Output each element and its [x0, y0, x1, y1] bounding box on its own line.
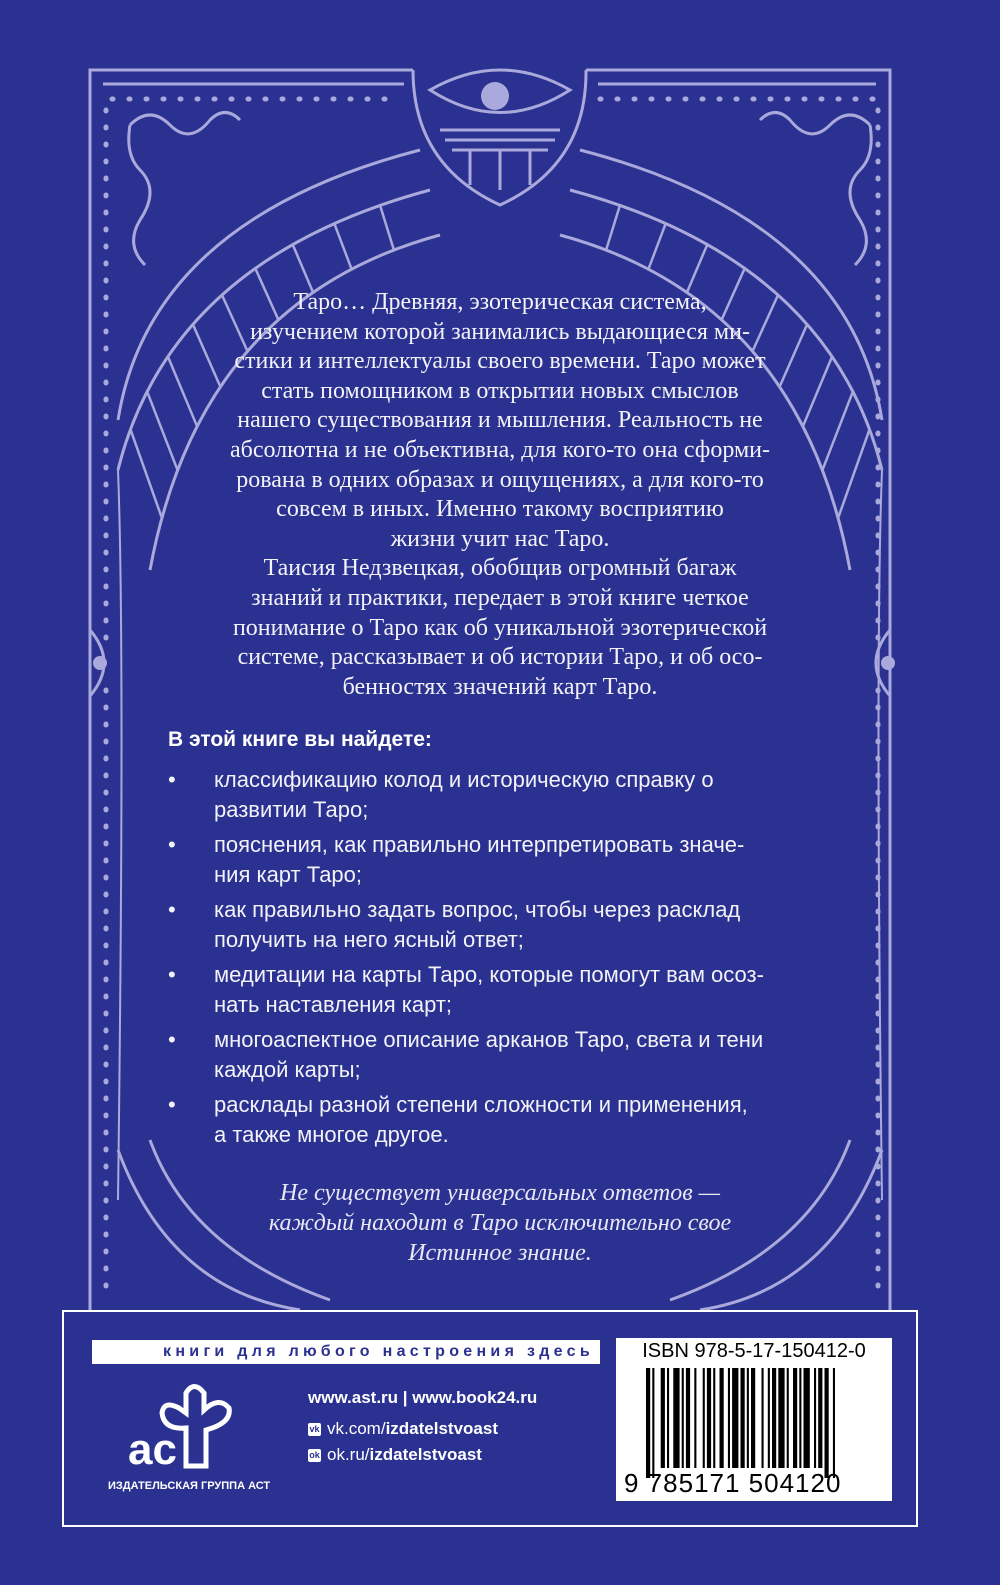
bullet-icon: • — [168, 897, 176, 922]
description-line: знаний и практики, передает в этой книге четкое — [251, 584, 749, 611]
barcode-bar — [728, 1368, 730, 1468]
ast-logo — [124, 1378, 254, 1478]
description-line: совсем в иных. Именно такому восприятию — [276, 496, 724, 523]
publisher-panel — [62, 1310, 918, 1527]
barcode-bar — [825, 1368, 829, 1478]
publisher-name: ИЗДАТЕЛЬСКАЯ ГРУППА АСТ — [108, 1480, 271, 1492]
feature-line: а также многое другое. — [214, 1122, 449, 1147]
barcode-bar — [646, 1368, 650, 1478]
svg-text:ac: ac — [128, 1425, 177, 1474]
feature-line: ния карт Таро; — [214, 862, 363, 887]
description-line: абсолютна и не объективна, для кого-то она сформи- — [229, 436, 771, 463]
barcode-bar — [703, 1368, 705, 1468]
barcode-bar — [768, 1368, 770, 1468]
bullet-icon: • — [168, 1092, 176, 1117]
barcode-bar — [707, 1368, 711, 1468]
tagline: книги для любого настроения здесь — [92, 1340, 600, 1364]
arch-segment — [606, 205, 620, 250]
bullet-icon: • — [168, 832, 176, 857]
barcode-bar — [804, 1368, 810, 1468]
feature-line: развитии Таро; — [214, 797, 369, 822]
bullet-icon: • — [168, 962, 176, 987]
quote-line: Истинное знание. — [408, 1240, 592, 1266]
vk-prefix: vk.com/ — [327, 1419, 386, 1438]
isbn-number: ISBN 978-5-17-150412-0 — [642, 1340, 866, 1362]
features-list — [168, 765, 848, 1155]
ok-link[interactable] — [308, 1445, 537, 1465]
feature-line: каждой карты; — [214, 1057, 361, 1082]
barcode-bar — [667, 1368, 669, 1468]
find-heading: В этой книге вы найдете: — [168, 728, 432, 751]
description-text — [150, 288, 850, 702]
description-line: Таро… Древняя, эзотерическая система, — [293, 289, 707, 315]
vk-link[interactable] — [308, 1419, 537, 1439]
barcode-bar — [720, 1368, 724, 1468]
description-line: системе, рассказывает и об истории Таро, и об осо- — [237, 644, 763, 671]
feature-item — [168, 1025, 848, 1085]
barcode-bar — [686, 1368, 690, 1468]
barcode — [646, 1368, 886, 1478]
feature-item — [168, 1090, 848, 1150]
odnoklassniki-icon: ok — [309, 1449, 320, 1460]
vk-icon: vk — [309, 1423, 320, 1434]
barcode-bar — [778, 1368, 784, 1468]
arch-segment — [687, 245, 707, 293]
barcode-bar — [661, 1368, 665, 1468]
barcode-bar — [732, 1368, 738, 1468]
barcode-bar — [762, 1368, 764, 1468]
barcode-bar — [694, 1368, 696, 1468]
arch-segment — [293, 245, 313, 293]
arch-segment — [648, 224, 665, 270]
description-line: изучением которой занимались выдающиеся ми- — [250, 318, 750, 345]
barcode-bar — [787, 1368, 789, 1468]
bullet-icon: • — [168, 1027, 176, 1052]
description-line: понимание о Таро как об уникальной эзотерической — [232, 614, 768, 641]
feature-line: нать наставления карт; — [214, 992, 453, 1017]
barcode-bar — [673, 1368, 679, 1468]
barcode-bar — [799, 1368, 801, 1468]
barcode-bar — [814, 1368, 816, 1468]
vk-handle: izdatelstvoast — [385, 1419, 498, 1438]
barcode-bar — [793, 1368, 797, 1468]
feature-line: как правильно задать вопрос, чтобы через расклад — [214, 897, 741, 922]
feature-line: медитации на карты Таро, которые помогут вам осоз- — [214, 962, 764, 987]
isbn-barcode-box — [616, 1338, 892, 1501]
description-line: жизни учит нас Таро. — [390, 525, 610, 552]
description-line: рована в одних образах и ощущениях, а для кого-то — [236, 466, 764, 493]
feature-item — [168, 830, 848, 890]
feature-line: получить на него ясный ответ; — [214, 927, 524, 952]
barcode-bar — [741, 1368, 745, 1468]
feature-item — [168, 765, 848, 825]
feature-item — [168, 960, 848, 1020]
ok-handle: izdatelstvoast — [369, 1445, 482, 1464]
description-line: бенностях значений карт Таро. — [342, 673, 658, 700]
feature-line: классификацию колод и историческую справку о — [214, 767, 714, 792]
feature-line: пояснения, как правильно интерпретировать значе- — [214, 832, 745, 857]
barcode-bar — [713, 1368, 715, 1468]
description-line: Таисия Недзвецкая, обобщив огромный багаж — [263, 555, 737, 582]
barcode-bar — [751, 1368, 755, 1468]
bullet-icon: • — [168, 767, 176, 792]
barcode-bar — [652, 1368, 654, 1478]
feature-line: многоаспектное описание арканов Таро, света и тени — [214, 1027, 764, 1052]
arch-segment — [334, 224, 351, 270]
ok-prefix: ok.ru/ — [327, 1445, 370, 1464]
barcode-bar — [747, 1368, 749, 1468]
barcode-bar — [833, 1368, 835, 1478]
feature-item — [168, 895, 848, 955]
barcode-bar — [818, 1368, 822, 1468]
description-line: стать помощником в открытии новых смыслов — [261, 377, 739, 404]
quote-line: Не существует универсальных ответов — — [280, 1180, 720, 1206]
website-links[interactable]: www.ast.ru | www.book24.ru — [308, 1388, 538, 1407]
closing-quote — [150, 1178, 850, 1268]
publisher-links — [308, 1388, 537, 1471]
description-line: нашего существования и мышления. Реальность не — [237, 407, 763, 434]
ean-digits: 9 785171 504120 — [624, 1468, 842, 1498]
barcode-bar — [772, 1368, 776, 1468]
barcode-bar — [682, 1368, 684, 1468]
quote-line: каждый находит в Таро исключительно свое — [268, 1210, 732, 1236]
arch-segment — [380, 205, 394, 250]
feature-line: расклады разной степени сложности и применения, — [214, 1092, 748, 1117]
description-line: стики и интеллектуалы своего времени. Таро может — [234, 348, 766, 375]
